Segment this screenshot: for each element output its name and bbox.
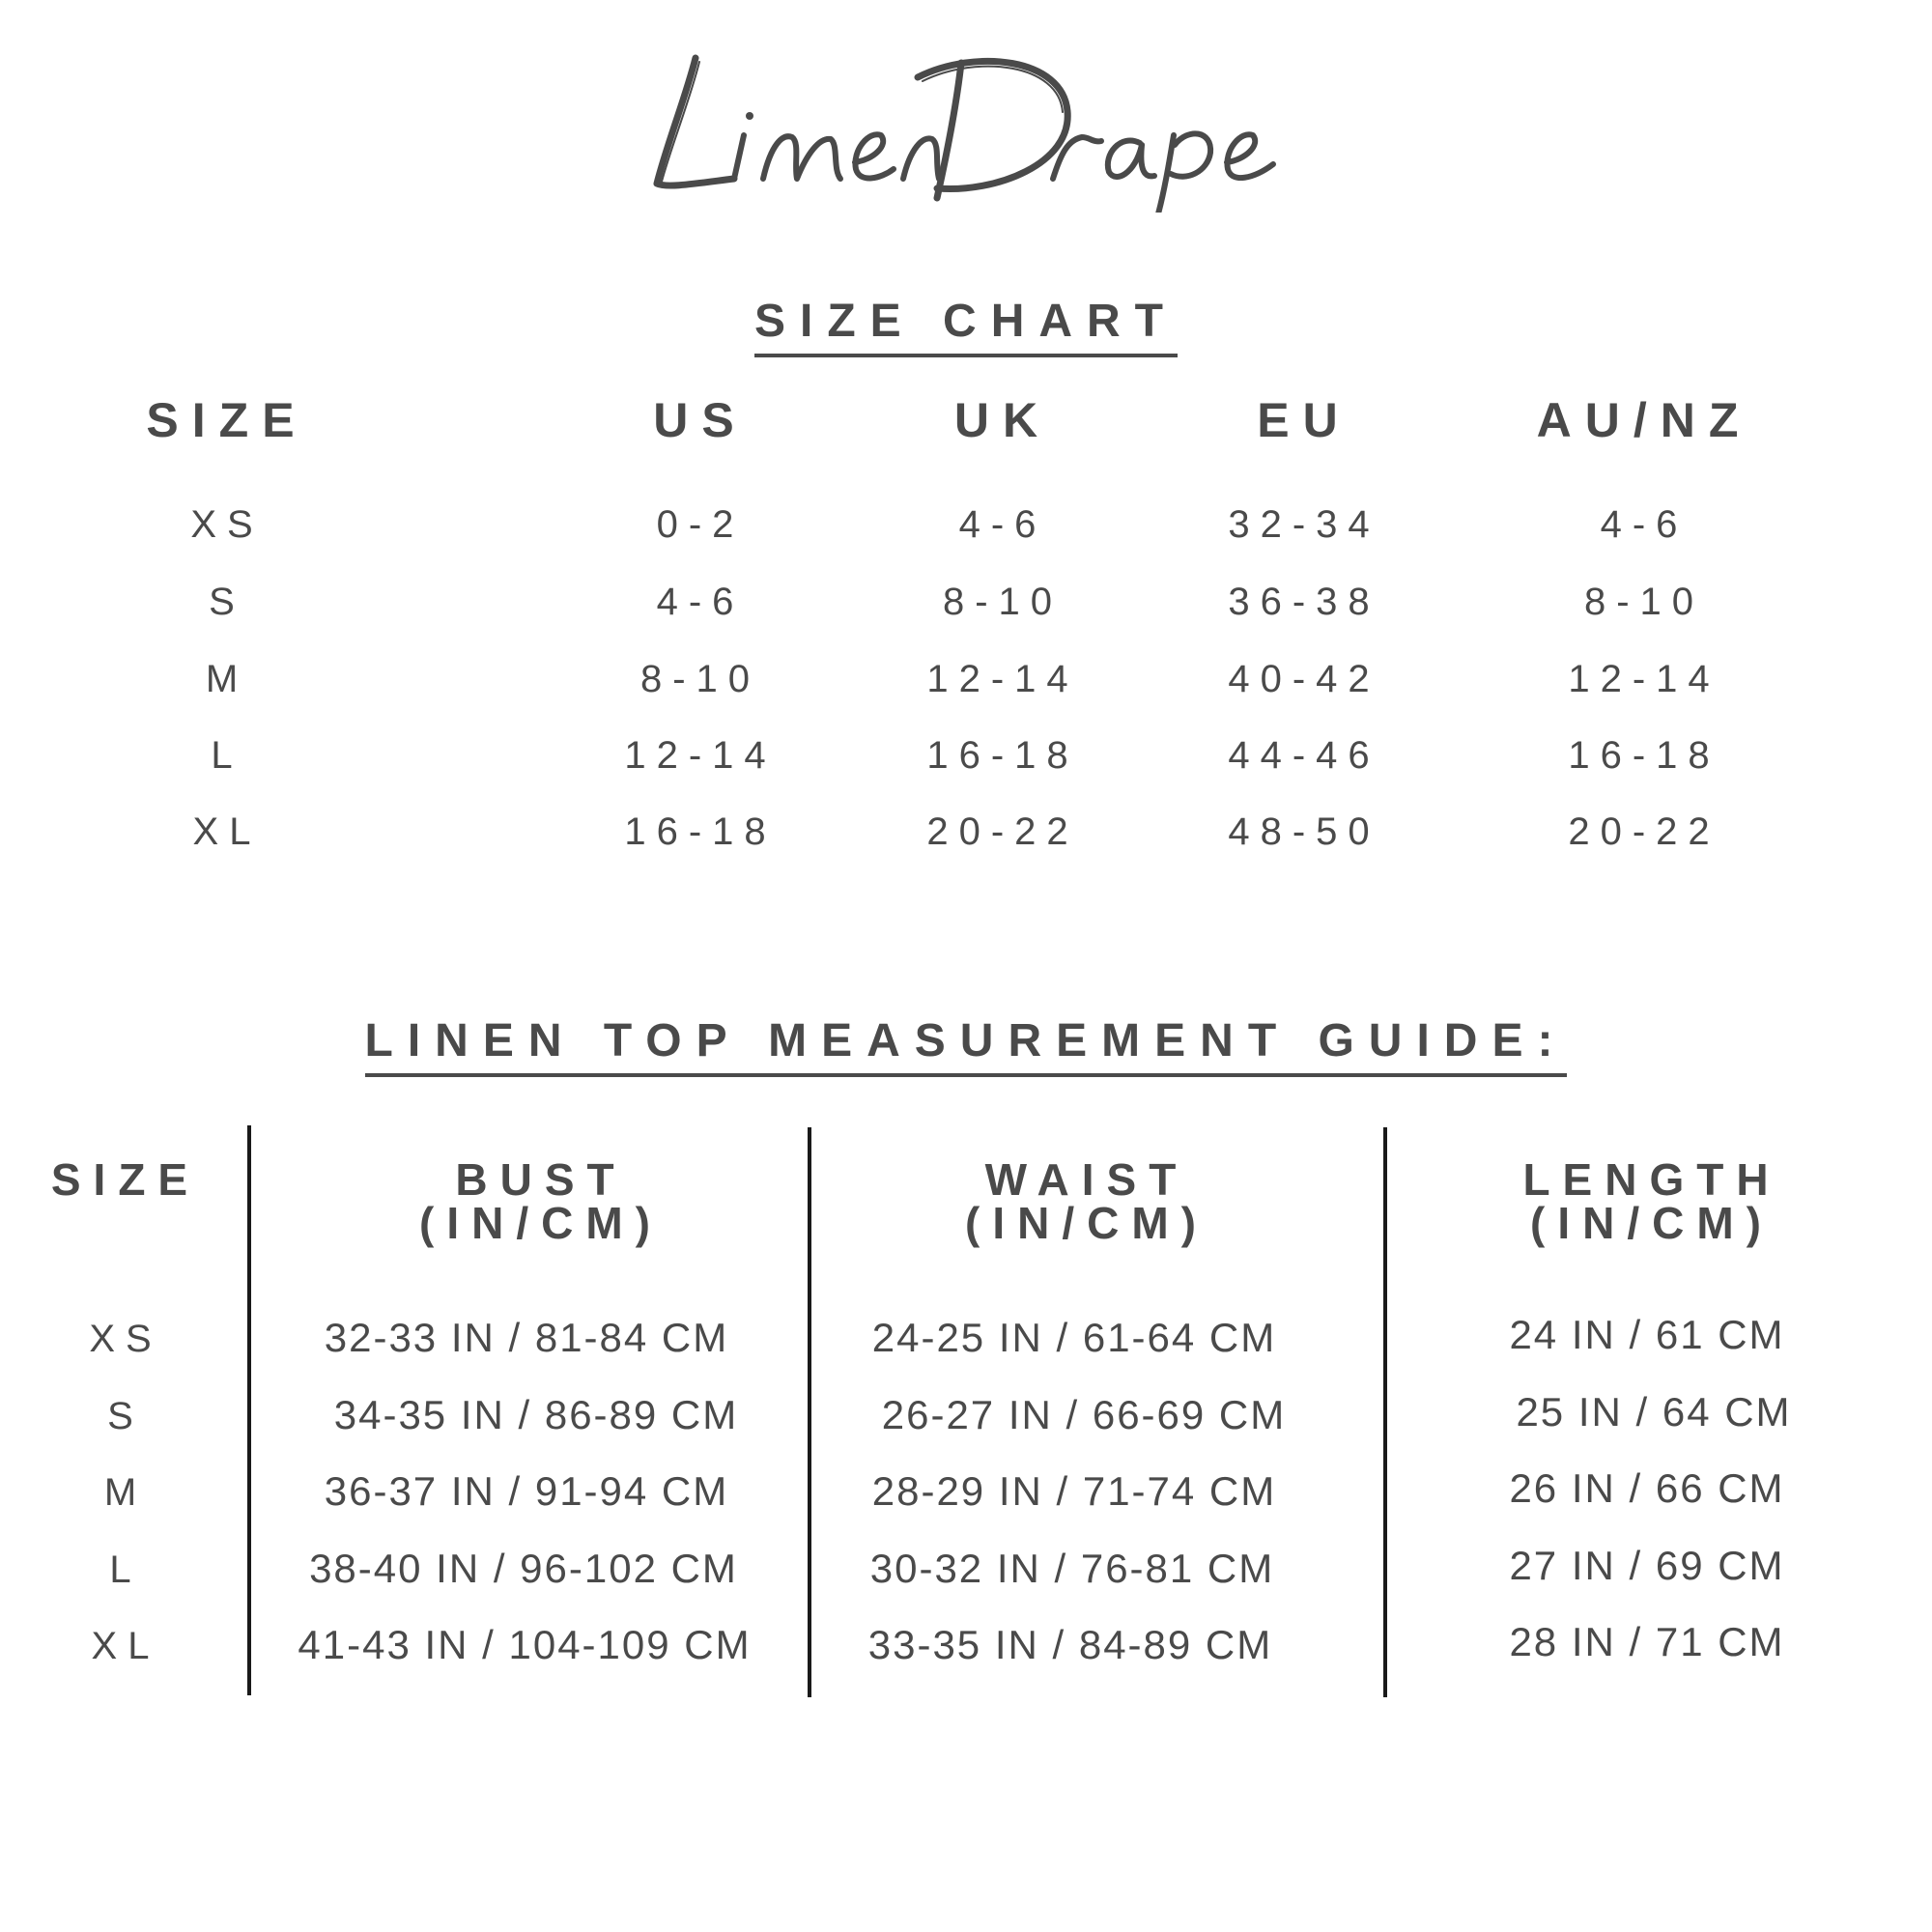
size-chart-cell: 16-18 — [926, 734, 1079, 777]
size-chart-cell: 4-6 — [958, 503, 1047, 546]
guide-cell: 28 IN / 71 CM — [1509, 1619, 1785, 1664]
size-chart-cell: 8-10 — [942, 581, 1064, 623]
guide-cell: 24-25 IN / 61-64 CM — [871, 1315, 1277, 1360]
guide-cell: 26 IN / 66 CM — [1509, 1465, 1785, 1511]
size-chart-header-eu: EU — [1257, 393, 1351, 447]
size-chart-cell: M — [205, 658, 249, 700]
size-chart-cell: XL — [192, 810, 262, 853]
size-chart-cell: 12-14 — [926, 658, 1079, 700]
size-chart-cell: 4-6 — [656, 581, 745, 623]
guide-cell-size: XS — [89, 1318, 162, 1360]
brand-logo — [628, 19, 1304, 213]
guide-header-length: LENGTH — [1522, 1154, 1781, 1205]
size-chart-cell: 32-34 — [1228, 503, 1380, 546]
guide-cell: 34-35 IN / 86-89 CM — [333, 1392, 739, 1437]
guide-cell: 25 IN / 64 CM — [1516, 1389, 1792, 1435]
measurement-guide-title: LINEN TOP MEASUREMENT GUIDE: — [0, 1014, 1932, 1077]
guide-cell: 28-29 IN / 71-74 CM — [871, 1468, 1277, 1514]
column-divider — [808, 1127, 811, 1697]
guide-header-waist: WAIST — [984, 1154, 1189, 1205]
size-chart-cell: S — [209, 581, 245, 623]
guide-cell: 36-37 IN / 91-94 CM — [324, 1468, 729, 1514]
guide-header-length-unit: (IN/CM) — [1530, 1198, 1774, 1248]
size-chart-cell: 4-6 — [1600, 503, 1689, 546]
size-chart-cell: L — [211, 734, 243, 777]
size-chart-cell: 20-22 — [1568, 810, 1720, 853]
guide-cell-size: XL — [91, 1625, 160, 1667]
size-chart-cell: 40-42 — [1228, 658, 1380, 700]
size-chart-cell: 0-2 — [656, 503, 745, 546]
guide-cell-size: L — [109, 1548, 142, 1591]
size-chart-cell: XS — [190, 503, 264, 546]
size-chart-cell: 36-38 — [1228, 581, 1380, 623]
guide-cell: 38-40 IN / 96-102 CM — [309, 1546, 738, 1591]
guide-header-bust: BUST — [455, 1154, 627, 1205]
guide-cell: 41-43 IN / 104-109 CM — [298, 1622, 752, 1667]
size-chart-cell: 16-18 — [624, 810, 777, 853]
size-chart-cell: 8-10 — [639, 658, 761, 700]
column-divider — [1383, 1127, 1387, 1697]
size-chart-header-aunz: AU/NZ — [1536, 393, 1752, 447]
guide-cell: 24 IN / 61 CM — [1509, 1312, 1785, 1357]
size-chart-cell: 16-18 — [1568, 734, 1720, 777]
guide-cell-size: S — [107, 1395, 144, 1437]
size-chart-cell: 44-46 — [1228, 734, 1380, 777]
guide-header-bust-unit: (IN/CM) — [419, 1198, 663, 1248]
size-chart-cell: 12-14 — [624, 734, 777, 777]
guide-cell: 26-27 IN / 66-69 CM — [881, 1392, 1287, 1437]
size-chart-title: SIZE CHART — [0, 295, 1932, 357]
guide-cell: 27 IN / 69 CM — [1509, 1543, 1785, 1588]
guide-cell: 33-35 IN / 84-89 CM — [867, 1622, 1273, 1667]
guide-header-size: SIZE — [50, 1154, 201, 1205]
size-chart-cell: 12-14 — [1568, 658, 1720, 700]
size-chart-cell: 8-10 — [1583, 581, 1705, 623]
size-chart-header-uk: UK — [953, 393, 1052, 447]
size-chart-cell: 20-22 — [926, 810, 1079, 853]
size-chart-cell: 48-50 — [1228, 810, 1380, 853]
size-chart-header-us: US — [653, 393, 748, 447]
size-chart-header-size: SIZE — [146, 393, 308, 447]
guide-cell: 32-33 IN / 81-84 CM — [324, 1315, 729, 1360]
guide-cell: 30-32 IN / 76-81 CM — [869, 1546, 1275, 1591]
column-divider — [247, 1125, 251, 1695]
guide-cell-size: M — [103, 1471, 148, 1514]
guide-header-waist-unit: (IN/CM) — [965, 1198, 1208, 1248]
